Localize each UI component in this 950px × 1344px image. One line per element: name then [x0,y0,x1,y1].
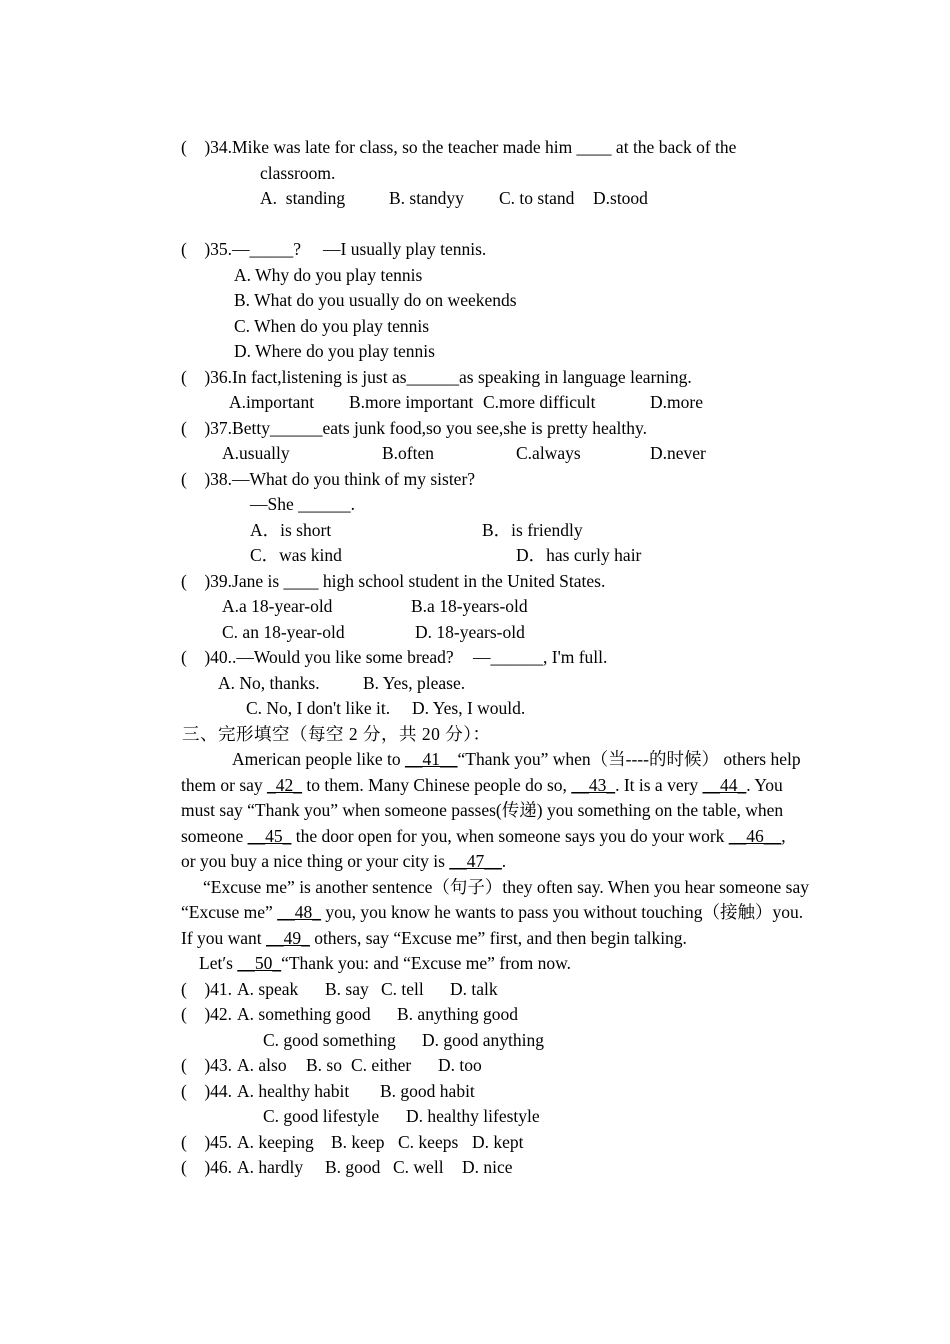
question-38-option-d: D．has curly hair [516,545,642,565]
cloze-blank-46: __46__ [728,825,782,846]
question-46-option-a: A. hardly [237,1157,304,1177]
passage-text: Let′s [199,953,238,973]
cloze-passage-text [181,824,786,850]
question-38-stem: ( )38.—What do you think of my sister? [181,468,476,489]
question-35-option-c: C. When do you play tennis [234,315,430,336]
cloze-passage-line-6 [0,875,950,901]
question-46-option-c: C. well [393,1157,444,1177]
question-40-option-d: D. Yes, I would. [412,698,526,718]
question-37-option-d: D.never [650,443,706,463]
cloze-passage-text [181,926,687,952]
question-38-options-cd [0,543,950,569]
cloze-blank-43: __43_ [571,774,616,795]
question-42-option-c: C. good something [263,1029,396,1050]
question-36-stem: ( )36.In fact,listening is just as______as speaking in language learning. [181,366,692,387]
question-46-prefix: ( )46. [181,1157,233,1177]
passage-text: . It is a very [615,774,703,795]
cloze-passage-text [181,773,783,799]
question-43-option-d: D. too [438,1055,482,1075]
question-40-line [0,645,950,671]
question-34-option-b: B. standyy [389,188,464,208]
question-40-option-a: A. No, thanks. [218,672,320,693]
question-43-option-b: B. so [306,1055,342,1075]
passage-text: someone [181,825,248,846]
question-44-option-c: C. good lifestyle [263,1106,380,1126]
empty-line [0,212,950,238]
question-35-line [0,237,950,263]
question-35-option-d-line [0,339,950,365]
question-36-option-c: C.more difficult [483,392,596,412]
cloze-blank-41: __41__ [405,749,458,769]
question-45-prefix: ( )45. [181,1131,233,1152]
question-40-stem: ( )40..—Would you like some bread? [181,647,454,667]
question-34-option-a: A. standing [260,188,346,208]
question-39-options-cd [0,620,950,646]
cloze-blank-48: __48_ [277,902,321,922]
question-36-line [0,365,950,391]
question-37-option-c: C.always [516,443,581,463]
cloze-passage-text [199,951,571,977]
question-45-option-c: C. keeps [398,1131,459,1152]
question-42-line [0,1002,950,1028]
question-34-stem-continued: classroom. [260,162,336,183]
passage-text: , [781,825,786,846]
cloze-blank-42: _42_ [267,774,303,795]
passage-text: American people like to [232,749,405,769]
cloze-passage-text: “Excuse me” is another sentence（句子）they often say. When you hear someone say [203,876,809,897]
passage-text: or you buy a nice thing or your city is [181,851,450,871]
question-34-option-c: C. to stand [499,188,575,208]
cloze-passage-text: must say “Thank you” when someone passes(传递) you something on the table, when [181,800,784,820]
question-34-continued-line [0,161,950,187]
cloze-blank-50: __50_ [237,953,282,973]
cloze-blank-49: __49_ [266,927,310,948]
question-44-option-b: B. good habit [380,1080,475,1101]
question-44-prefix: ( )44. [181,1080,233,1101]
question-39-option-a: A.a 18-year-old [222,596,333,616]
cloze-passage-text [232,747,801,773]
question-37-option-a: A.usually [222,443,290,463]
question-41-line [0,977,950,1003]
cloze-blank-44: __44_ [702,774,747,795]
question-36-option-b: B.more important [349,392,474,412]
question-40-reply: —______, I'm full. [473,647,608,667]
question-44-option-a: A. healthy habit [237,1080,350,1101]
question-46-line [0,1155,950,1181]
question-37-stem: ( )37.Betty______eats junk food,so you see,she is pretty healthy. [181,417,647,438]
passage-text: to them. Many Chinese people do so, [302,774,572,795]
question-35-option-a-line [0,263,950,289]
question-39-stem: ( )39.Jane is ____ high school student in the United States. [181,570,606,591]
question-36-options [0,390,950,416]
question-42-option-a: A. something good [237,1004,371,1024]
question-41-option-a: A. speak [237,978,299,999]
question-42-options-cd [0,1028,950,1054]
question-38-line [0,467,950,493]
cloze-section-heading: 三、完形填空（每空 2 分，共 20 分）： [182,723,491,744]
question-36-option-a: A.important [229,392,315,412]
cloze-passage-line-3 [0,798,950,824]
question-41-option-d: D. talk [450,978,498,999]
passage-text: “Thank you” when（当----的时候） others help [457,749,801,769]
question-38-option-c: C．was kind [250,545,342,565]
question-43-line [0,1053,950,1079]
question-41-option-b: B. say [325,978,369,999]
question-43-prefix: ( )43. [181,1055,233,1075]
question-35-option-a: A. Why do you play tennis [234,264,423,285]
question-46-option-d: D. nice [462,1157,513,1177]
passage-text: others, say “Excuse me” first, and then begin talking. [309,927,687,948]
cloze-passage-text [181,849,506,875]
question-42-option-b: B. anything good [397,1004,519,1024]
question-35-stem: ( )35.—_____? [181,239,302,259]
passage-text: . [501,851,507,871]
question-44-line [0,1079,950,1105]
cloze-passage-line-5 [0,849,950,875]
passage-text: “Excuse me” [181,902,278,922]
question-46-option-b: B. good [325,1157,381,1177]
cloze-passage-line-8 [0,926,950,952]
passage-text: you, you know he wants to pass you without touching（接触）you. [320,902,804,922]
question-35-option-b-line [0,288,950,314]
passage-text: the door open for you, when someone says you do your work [291,825,729,846]
question-34-stem: ( )34.Mike was late for class, so the teacher made him ____ at the back of the [181,137,737,157]
question-39-option-d: D. 18-years-old [415,621,525,642]
question-40-option-c: C. No, I don't like it. [246,698,391,718]
question-36-option-d: D.more [650,392,703,412]
question-34-options [0,186,950,212]
question-45-option-d: D. kept [472,1131,524,1152]
passage-text: them or say [181,774,268,795]
question-44-options-cd [0,1104,950,1130]
question-40-options-ab [0,671,950,697]
question-37-option-b: B.often [382,443,435,463]
cloze-passage-text [181,900,803,926]
question-40-option-b: B. Yes, please. [363,672,466,693]
question-45-option-a: A. keeping [237,1131,314,1152]
question-44-option-d: D. healthy lifestyle [406,1106,540,1126]
question-39-options-ab [0,594,950,620]
cloze-passage-line-7 [0,900,950,926]
question-43-option-c: C. either [351,1055,412,1075]
question-39-line [0,569,950,595]
question-35-reply: —I usually play tennis. [323,239,487,259]
cloze-passage-line-1 [0,747,950,773]
cloze-heading-line [0,722,950,748]
question-43-option-a: A. also [237,1055,287,1075]
question-37-line [0,416,950,442]
question-38-reply-line [0,492,950,518]
question-42-prefix: ( )42. [181,1004,233,1024]
question-40-options-cd [0,696,950,722]
question-34-line [0,135,950,161]
cloze-blank-47: __47__ [449,851,502,871]
question-45-line [0,1130,950,1156]
cloze-passage-line-9 [0,951,950,977]
question-39-option-c: C. an 18-year-old [222,621,345,642]
passage-text: . You [746,774,783,795]
question-37-options [0,441,950,467]
question-35-option-b: B. What do you usually do on weekends [234,290,517,310]
question-38-option-a: A．is short [250,519,332,540]
question-41-prefix: ( )41. [181,978,233,999]
question-42-option-d: D. good anything [422,1029,545,1050]
question-38-option-b: B．is friendly [482,519,583,540]
cloze-passage-line-2 [0,773,950,799]
question-35-option-d: D. Where do you play tennis [234,341,435,361]
question-35-option-c-line [0,314,950,340]
question-38-reply: —She ______. [250,494,355,514]
cloze-passage-line-4 [0,824,950,850]
cloze-blank-45: __45_ [247,825,292,846]
question-39-option-b: B.a 18-years-old [411,596,528,616]
question-34-option-d: D.stood [593,188,648,208]
question-45-option-b: B. keep [331,1131,385,1152]
passage-text: If you want [181,927,267,948]
passage-text: “Thank you: and “Excuse me” from now. [281,953,572,973]
question-41-option-c: C. tell [381,978,424,999]
question-38-options-ab [0,518,950,544]
